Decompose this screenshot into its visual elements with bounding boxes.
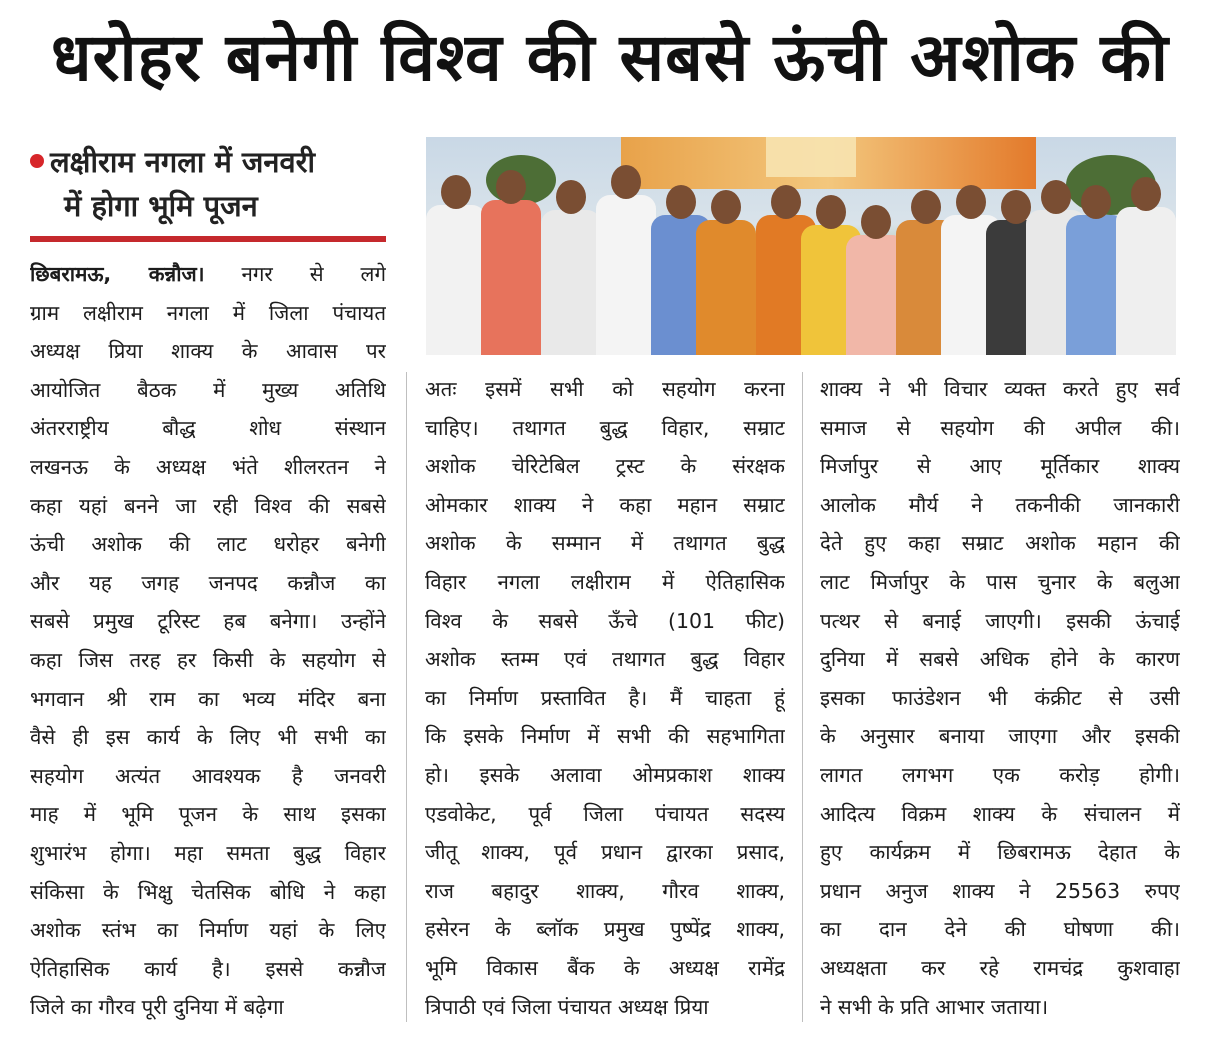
- article-line: [30, 255, 386, 294]
- article-line: एडवोकेट, पूर्व जिला पंचायत सदस्य: [425, 801, 785, 826]
- article-line: मिर्जापुर से आए मूर्तिकार शाक्य: [820, 454, 1180, 479]
- person-body: [426, 205, 486, 355]
- article-column-1: [30, 255, 386, 1027]
- person-body: [596, 195, 656, 355]
- article-line: समाज से सहयोग की अपील की।: [820, 415, 1180, 440]
- article-line: कि इसके निर्माण में सभी की सहभागिता: [425, 724, 785, 749]
- article-column-3: [820, 370, 1180, 1026]
- banner-panel: [766, 137, 856, 177]
- person-figure: [696, 190, 756, 355]
- article-line: ग्राम लक्षीराम नगला में जिला पंचायत: [30, 300, 386, 325]
- person-head: [441, 175, 471, 209]
- column-rule: [406, 372, 407, 1022]
- article-line: अंतरराष्ट्रीय बौद्ध शोध संस्थान: [30, 416, 386, 441]
- article-line: आलोक मौर्य ने तकनीकी जानकारी: [820, 492, 1180, 517]
- person-figure: [481, 170, 541, 355]
- article-line: त्रिपाठी एवं जिला पंचायत अध्यक्ष प्रिया: [425, 994, 709, 1019]
- article-line: अतः इसमें सभी को सहयोग करना: [425, 377, 785, 401]
- article-line: अशोक के सम्मान में तथागत बुद्ध: [425, 531, 785, 556]
- article-line: भगवान श्री राम का भव्य मंदिर बना: [30, 686, 386, 711]
- article-line: आदित्य विक्रम शाक्य के संचालन में: [820, 801, 1180, 826]
- person-head: [496, 170, 526, 204]
- article-line: लाट मिर्जापुर के पास चुनार के बलुआ: [820, 569, 1180, 594]
- article-line: ऊंची अशोक की लाट धरोहर बनेगी: [30, 532, 386, 557]
- article-line: अध्यक्ष प्रिया शाक्य के आवास पर: [30, 339, 386, 364]
- article-line: आयोजित बैठक में मुख्य अतिथि: [30, 377, 386, 402]
- person-head: [861, 205, 891, 239]
- article-line: का दान देने की घोषणा की।: [820, 917, 1180, 942]
- article-line: ऐतिहासिक कार्य है। इससे कन्नौज: [30, 956, 386, 981]
- article-line: सहयोग अत्यंत आवश्यक है जनवरी: [30, 763, 386, 788]
- article-line: अशोक चेरिटेबिल ट्रस्ट के संरक्षक: [425, 454, 785, 479]
- subhead-line-1: लक्षीराम नगला में जनवरी: [50, 145, 316, 179]
- article-line: राज बहादुर शाक्य, गौरव शाक्य,: [425, 878, 785, 903]
- group-photo: [426, 137, 1176, 355]
- article-line: जीतू शाक्य, पूर्व प्रधान द्वारका प्रसाद,: [425, 840, 785, 865]
- article-line: संकिसा के भिक्षु चेतसिक बोधि ने कहा: [30, 879, 386, 904]
- article-line: अशोक स्तम्म एवं तथागत बुद्ध विहार: [425, 647, 785, 672]
- person-head: [816, 195, 846, 229]
- article-line: देते हुए कहा सम्राट अशोक महान की: [820, 531, 1180, 556]
- article-line: अध्यक्षता कर रहे रामचंद्र कुशवाहा: [820, 955, 1180, 980]
- article-line: ने सभी के प्रति आभार जताया।: [820, 994, 1049, 1019]
- person-figure: [596, 165, 656, 355]
- article-column-2: [425, 370, 785, 1026]
- person-body: [481, 200, 541, 355]
- article-line: सबसे प्रमुख टूरिस्ट हब बनेगा। उन्होंने: [30, 609, 386, 634]
- article-line: कहा जिस तरह हर किसी के सहयोग से: [30, 647, 386, 672]
- person-body: [541, 210, 601, 355]
- article-line-text: नगर से लगे: [204, 262, 386, 286]
- subhead-divider: [30, 236, 386, 242]
- person-head: [911, 190, 941, 224]
- person-body: [1116, 207, 1176, 355]
- article-line: का निर्माण प्रस्तावित है। मैं चाहता हूं: [425, 685, 785, 710]
- article-line: लागत लगभग एक करोड़ होगी।: [820, 762, 1180, 787]
- bullet-icon: [30, 154, 44, 168]
- person-head: [611, 165, 641, 199]
- article-line: दुनिया में सबसे अधिक होने के कारण: [820, 647, 1180, 672]
- person-head: [771, 185, 801, 219]
- column-rule: [802, 372, 803, 1022]
- person-head: [556, 180, 586, 214]
- article-line: लखनऊ के अध्यक्ष भंते शीलरतन ने: [30, 454, 386, 479]
- article-line: शाक्य ने भी विचार व्यक्त करते हुए सर्व: [820, 377, 1180, 401]
- article-line: माह में भूमि पूजन के साथ इसका: [30, 802, 386, 827]
- article-line: अशोक स्तंभ का निर्माण यहां के लिए: [30, 918, 386, 943]
- person-head: [711, 190, 741, 224]
- headline: धरोहर बनेगी विश्व की सबसे ऊंची अशोक की: [50, 19, 1170, 96]
- article-line: जिले का गौरव पूरी दुनिया में बढ़ेगा: [30, 995, 284, 1020]
- article-line: इसका फाउंडेशन भी कंक्रीट से उसी: [820, 685, 1180, 710]
- article-line: विहार नगला लक्षीराम में ऐतिहासिक: [425, 569, 785, 594]
- article-line: के अनुसार बनाया जाएगा और इसकी: [820, 724, 1180, 749]
- article-line: और यह जगह जनपद कन्नौज का: [30, 570, 386, 595]
- person-figure: [541, 180, 601, 355]
- article-line: भूमि विकास बैंक के अध्यक्ष रामेंद्र: [425, 955, 785, 980]
- article-line: वैसे ही इस कार्य के लिए भी सभी का: [30, 725, 386, 750]
- person-figure: [426, 175, 486, 355]
- article-line: हसेरन के ब्लॉक प्रमुख पुष्पेंद्र शाक्य,: [425, 917, 785, 942]
- person-head: [666, 185, 696, 219]
- article-line: कहा यहां बनने जा रही विश्व की सबसे: [30, 493, 386, 518]
- article-line: हो। इसके अलावा ओमप्रकाश शाक्य: [425, 762, 785, 787]
- article-line: ओमकार शाक्य ने कहा महान सम्राट: [425, 492, 785, 517]
- dateline: छिबरामऊ, कन्नौज।: [30, 262, 205, 286]
- subheadline: [30, 140, 390, 228]
- article-line: शुभारंभ होगा। महा समता बुद्ध विहार: [30, 840, 386, 865]
- person-figure: [1116, 177, 1176, 355]
- person-body: [696, 220, 756, 355]
- subhead-line-2: में होगा भूमि पूजन: [64, 189, 258, 223]
- person-head: [1131, 177, 1161, 211]
- person-head: [1081, 185, 1111, 219]
- article-line: हुए कार्यक्रम में छिबरामऊ देहात के: [820, 840, 1180, 865]
- article-line: चाहिए। तथागत बुद्ध विहार, सम्राट: [425, 415, 785, 440]
- article-line: विश्व के सबसे ऊँचे (101 फीट): [425, 608, 785, 633]
- article-line: प्रधान अनुज शाक्य ने 25563 रुपए: [820, 878, 1180, 903]
- person-head: [956, 185, 986, 219]
- article-line: पत्थर से बनाई जाएगी। इसकी ऊंचाई: [820, 608, 1180, 633]
